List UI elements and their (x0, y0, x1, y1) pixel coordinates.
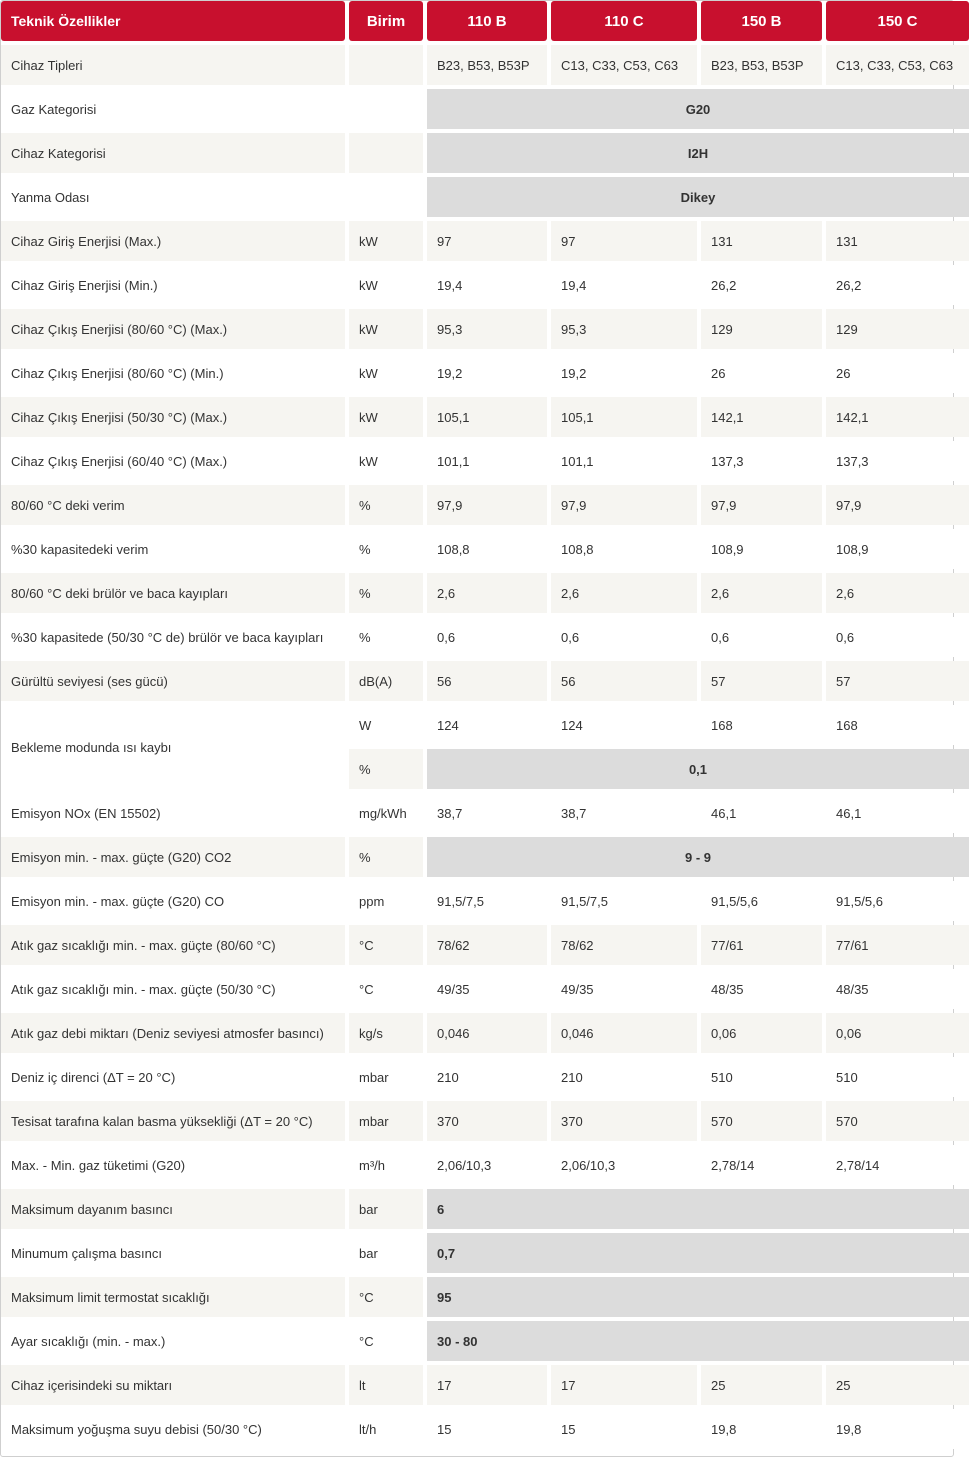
table-row (1, 353, 969, 393)
table-row (1, 221, 969, 261)
row-unit: m³/h (349, 1145, 423, 1185)
table-row (1, 89, 969, 129)
row-unit: kW (349, 221, 423, 261)
row-unit: kW (349, 353, 423, 393)
cell-value: 46,1 (826, 793, 969, 833)
table-row (1, 881, 969, 921)
cell-value: 142,1 (701, 397, 822, 437)
cell-value: 57 (826, 661, 969, 701)
row-label: Gürültü seviyesi (ses gücü) (1, 661, 345, 701)
cell-value: 15 (551, 1409, 697, 1449)
header-model: 150 B (701, 1, 822, 41)
table-row (1, 1101, 969, 1141)
cell-value: 56 (427, 661, 547, 701)
cell-value: 2,6 (551, 573, 697, 613)
cell-value: 78/62 (427, 925, 547, 965)
row-unit: % (349, 617, 423, 657)
cell-value: 15 (427, 1409, 547, 1449)
table-row (1, 1321, 969, 1361)
cell-value: 210 (551, 1057, 697, 1097)
cell-value: 0,6 (427, 617, 547, 657)
cell-value: 2,6 (427, 573, 547, 613)
cell-value: 19,2 (427, 353, 547, 393)
row-unit: °C (349, 1321, 423, 1361)
cell-value: 108,9 (826, 529, 969, 569)
cell-value: 46,1 (701, 793, 822, 833)
merged-value: 0,7 (427, 1233, 969, 1273)
row-unit: °C (349, 1277, 423, 1317)
row-unit: % (349, 573, 423, 613)
cell-value: 108,9 (701, 529, 822, 569)
cell-value: 124 (427, 705, 547, 745)
row-label: Atık gaz sıcaklığı min. - max. güçte (80/60 °C) (1, 925, 345, 965)
cell-value: 91,5/7,5 (427, 881, 547, 921)
cell-value: 137,3 (826, 441, 969, 481)
row-label: Atık gaz sıcaklığı min. - max. güçte (50/30 °C) (1, 969, 345, 1009)
cell-value: 49/35 (551, 969, 697, 1009)
merged-value: 95 (427, 1277, 969, 1317)
header-row (1, 1, 969, 41)
row-label: Deniz iç direnci (ΔT = 20 °C) (1, 1057, 345, 1097)
cell-value: C13, C33, C53, C63 (551, 45, 697, 85)
row-unit: ppm (349, 881, 423, 921)
row-label: Maksimum yoğuşma suyu debisi (50/30 °C) (1, 1409, 345, 1449)
table-row (1, 265, 969, 305)
table-row (1, 177, 969, 217)
row-label: Emisyon min. - max. güçte (G20) CO (1, 881, 345, 921)
cell-value: 91,5/5,6 (826, 881, 969, 921)
cell-value: 97,9 (701, 485, 822, 525)
cell-value: C13, C33, C53, C63 (826, 45, 969, 85)
row-unit: % (349, 529, 423, 569)
table-row (1, 1189, 969, 1229)
row-label: %30 kapasitedeki verim (1, 529, 345, 569)
cell-value: 77/61 (826, 925, 969, 965)
row-unit: bar (349, 1233, 423, 1273)
cell-value: 97,9 (826, 485, 969, 525)
row-unit: mg/kWh (349, 793, 423, 833)
cell-value: 95,3 (427, 309, 547, 349)
merged-value: Dikey (427, 177, 969, 217)
cell-value: 570 (826, 1101, 969, 1141)
row-unit: lt (349, 1365, 423, 1405)
row-unit (349, 89, 423, 129)
table-body (1, 45, 969, 1449)
cell-value: 131 (826, 221, 969, 261)
row-unit: °C (349, 925, 423, 965)
row-unit: kW (349, 397, 423, 437)
cell-value: 2,78/14 (701, 1145, 822, 1185)
row-label: Yanma Odası (1, 177, 345, 217)
row-label: Emisyon NOx (EN 15502) (1, 793, 345, 833)
row-unit: % (349, 485, 423, 525)
row-unit: bar (349, 1189, 423, 1229)
cell-value: 38,7 (551, 793, 697, 833)
merged-value: 30 - 80 (427, 1321, 969, 1361)
table-row (1, 1233, 969, 1273)
table-row (1, 661, 969, 701)
cell-value: 38,7 (427, 793, 547, 833)
cell-value: 2,06/10,3 (427, 1145, 547, 1185)
cell-value: 142,1 (826, 397, 969, 437)
cell-value: 2,06/10,3 (551, 1145, 697, 1185)
row-unit: dB(A) (349, 661, 423, 701)
row-label: Gaz Kategorisi (1, 89, 345, 129)
table-row (1, 133, 969, 173)
cell-value: 77/61 (701, 925, 822, 965)
cell-value: 105,1 (427, 397, 547, 437)
row-label: Cihaz Tipleri (1, 45, 345, 85)
cell-value: 25 (701, 1365, 822, 1405)
row-unit: kW (349, 441, 423, 481)
table-row (1, 1145, 969, 1185)
cell-value: 101,1 (551, 441, 697, 481)
table-row (1, 837, 969, 877)
row-label: Emisyon min. - max. güçte (G20) CO2 (1, 837, 345, 877)
cell-value: 97,9 (427, 485, 547, 525)
table-row (1, 705, 969, 745)
cell-value: 108,8 (551, 529, 697, 569)
cell-value: 57 (701, 661, 822, 701)
cell-value: 97 (551, 221, 697, 261)
cell-value: 19,8 (701, 1409, 822, 1449)
cell-value: 26 (826, 353, 969, 393)
row-label: Ayar sıcaklığı (min. - max.) (1, 1321, 345, 1361)
cell-value: 91,5/5,6 (701, 881, 822, 921)
cell-value: 17 (551, 1365, 697, 1405)
row-label: %30 kapasitede (50/30 °C de) brülör ve baca kayıpları (1, 617, 345, 657)
cell-value: B23, B53, B53P (701, 45, 822, 85)
cell-value: 168 (826, 705, 969, 745)
cell-value: 48/35 (701, 969, 822, 1009)
row-label: Cihaz Giriş Enerjisi (Min.) (1, 265, 345, 305)
cell-value: 0,6 (826, 617, 969, 657)
header-model: 110 C (551, 1, 697, 41)
cell-value: 2,78/14 (826, 1145, 969, 1185)
cell-value: 0,046 (551, 1013, 697, 1053)
cell-value: 91,5/7,5 (551, 881, 697, 921)
cell-value: 26,2 (826, 265, 969, 305)
cell-value: 2,6 (826, 573, 969, 613)
table-row (1, 793, 969, 833)
cell-value: 56 (551, 661, 697, 701)
cell-value: 370 (551, 1101, 697, 1141)
row-unit (349, 133, 423, 173)
row-label: Bekleme modunda ısı kaybı (1, 705, 345, 789)
cell-value: 0,6 (701, 617, 822, 657)
row-label: Cihaz Çıkış Enerjisi (80/60 °C) (Max.) (1, 309, 345, 349)
merged-value: 0,1 (427, 749, 969, 789)
table-row (1, 1057, 969, 1097)
row-unit: kg/s (349, 1013, 423, 1053)
table-row (1, 617, 969, 657)
cell-value: 210 (427, 1057, 547, 1097)
table-row (1, 45, 969, 85)
cell-value: 108,8 (427, 529, 547, 569)
row-label: Atık gaz debi miktarı (Deniz seviyesi atmosfer basıncı) (1, 1013, 345, 1053)
row-label: Cihaz Çıkış Enerjisi (60/40 °C) (Max.) (1, 441, 345, 481)
cell-value: 105,1 (551, 397, 697, 437)
row-label: Maksimum dayanım basıncı (1, 1189, 345, 1229)
row-label: 80/60 °C deki verim (1, 485, 345, 525)
row-label: Cihaz Çıkış Enerjisi (80/60 °C) (Min.) (1, 353, 345, 393)
table-row (1, 1409, 969, 1449)
row-unit: lt/h (349, 1409, 423, 1449)
row-label: Cihaz Kategorisi (1, 133, 345, 173)
cell-value: 49/35 (427, 969, 547, 1009)
merged-value: 6 (427, 1189, 969, 1229)
row-label: Maksimum limit termostat sıcaklığı (1, 1277, 345, 1317)
table-row (1, 1277, 969, 1317)
merged-value: 9 - 9 (427, 837, 969, 877)
cell-value: 19,4 (551, 265, 697, 305)
table-row (1, 925, 969, 965)
cell-value: 19,2 (551, 353, 697, 393)
cell-value: 95,3 (551, 309, 697, 349)
cell-value: 97 (427, 221, 547, 261)
cell-value: 510 (826, 1057, 969, 1097)
table-row (1, 529, 969, 569)
table-row (1, 485, 969, 525)
header-model: 110 B (427, 1, 547, 41)
cell-value: 131 (701, 221, 822, 261)
header-model: 150 C (826, 1, 969, 41)
cell-value: 48/35 (826, 969, 969, 1009)
row-unit: kW (349, 309, 423, 349)
cell-value: 129 (701, 309, 822, 349)
cell-value: 370 (427, 1101, 547, 1141)
cell-value: 78/62 (551, 925, 697, 965)
table-row (1, 573, 969, 613)
cell-value: 0,06 (826, 1013, 969, 1053)
row-unit (349, 45, 423, 85)
row-unit (349, 177, 423, 217)
cell-value: 17 (427, 1365, 547, 1405)
row-unit: W (349, 705, 423, 745)
table-row (1, 309, 969, 349)
cell-value: 0,6 (551, 617, 697, 657)
cell-value: 137,3 (701, 441, 822, 481)
cell-value: 26 (701, 353, 822, 393)
table-row (1, 969, 969, 1009)
row-label: Max. - Min. gaz tüketimi (G20) (1, 1145, 345, 1185)
table-row (1, 1013, 969, 1053)
row-label: Tesisat tarafına kalan basma yüksekliği (ΔT = 20 °C) (1, 1101, 345, 1141)
cell-value: 2,6 (701, 573, 822, 613)
table-row (1, 397, 969, 437)
row-label: Minumum çalışma basıncı (1, 1233, 345, 1273)
table-row (1, 1365, 969, 1405)
cell-value: 570 (701, 1101, 822, 1141)
cell-value: 168 (701, 705, 822, 745)
row-unit: kW (349, 265, 423, 305)
cell-value: 129 (826, 309, 969, 349)
cell-value: 510 (701, 1057, 822, 1097)
row-label: Cihaz içerisindeki su miktarı (1, 1365, 345, 1405)
row-unit: mbar (349, 1101, 423, 1141)
cell-value: 0,06 (701, 1013, 822, 1053)
row-label: Cihaz Giriş Enerjisi (Max.) (1, 221, 345, 261)
row-unit: % (349, 749, 423, 789)
header-unit: Birim (349, 1, 423, 41)
cell-value: 101,1 (427, 441, 547, 481)
row-unit: °C (349, 969, 423, 1009)
row-unit: % (349, 837, 423, 877)
row-label: 80/60 °C deki brülör ve baca kayıpları (1, 573, 345, 613)
cell-value: 124 (551, 705, 697, 745)
row-unit: mbar (349, 1057, 423, 1097)
cell-value: 19,4 (427, 265, 547, 305)
table-row (1, 441, 969, 481)
merged-value: G20 (427, 89, 969, 129)
cell-value: 19,8 (826, 1409, 969, 1449)
cell-value: 97,9 (551, 485, 697, 525)
cell-value: 0,046 (427, 1013, 547, 1053)
merged-value: I2H (427, 133, 969, 173)
cell-value: 26,2 (701, 265, 822, 305)
cell-value: 25 (826, 1365, 969, 1405)
row-label: Cihaz Çıkış Enerjisi (50/30 °C) (Max.) (1, 397, 345, 437)
header-label: Teknik Özellikler (1, 1, 345, 41)
cell-value: B23, B53, B53P (427, 45, 547, 85)
